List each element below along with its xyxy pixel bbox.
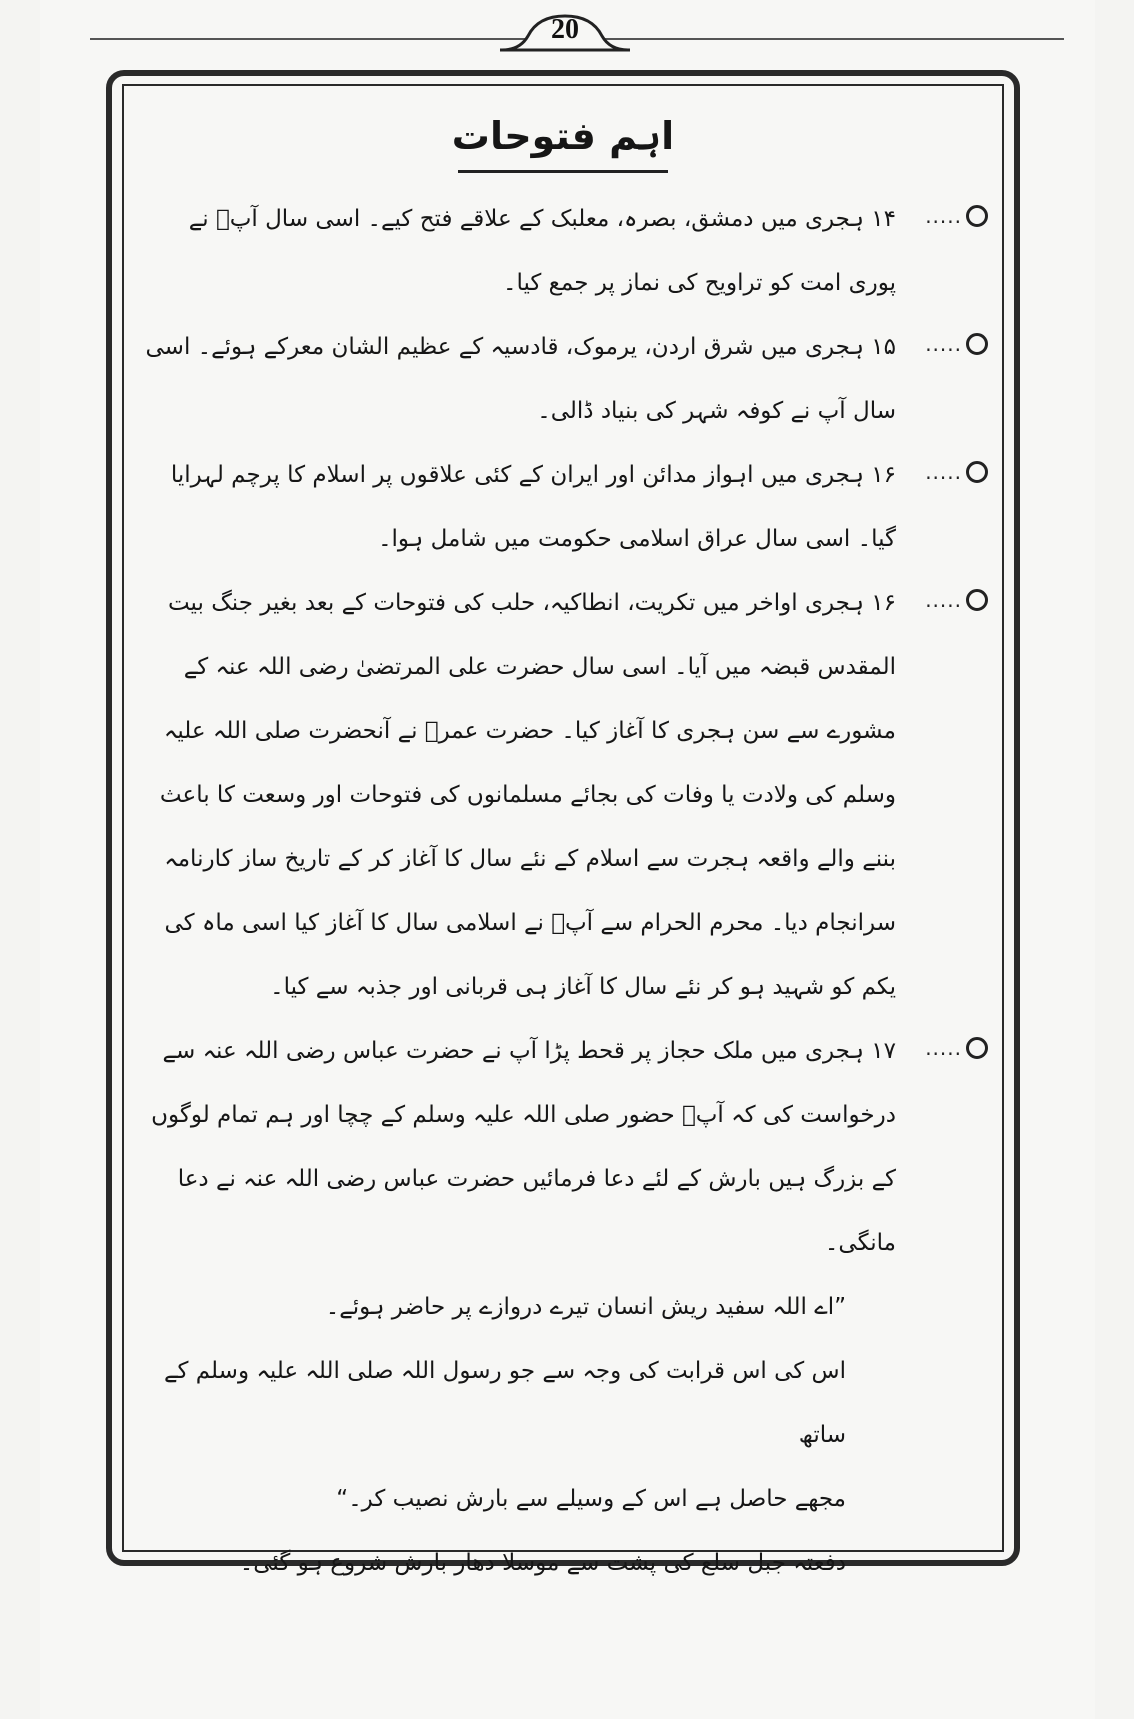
- list-item-text: ۱۵ ہجری میں شرق اردن، یرموک، قادسیہ کے عظیم الشان معرکے ہوئے۔ اسی سال آپ نے کوفہ شہر کی بنیاد ڈالی۔: [145, 334, 896, 424]
- page-number: 20: [551, 14, 579, 45]
- circle-bullet-icon: [966, 461, 988, 483]
- circle-bullet-icon: [966, 1037, 988, 1059]
- quote-line: ”اے اللہ سفید ریش انسان تیرے دروازے پر حاضر ہوئے۔: [325, 1294, 846, 1320]
- bullet-marker: [925, 589, 988, 611]
- bullet-marker: [925, 205, 988, 227]
- bullet-marker: [925, 333, 988, 355]
- bullet-marker: [925, 461, 988, 483]
- list-item-text: ۱۷ ہجری میں ملک حجاز پر قحط پڑا آپ نے حضرت عباس رضی اللہ عنہ سے درخواست کی کہ آپؓ حضور صلی اللہ علیہ وسلم کے چچا اور ہم تمام لوگوں کے بزرگ ہیں بارش کے لئے دعا فرمائیں حضرت عباس رضی اللہ عنہ نے دعا مانگی۔: [151, 1038, 896, 1256]
- title-underline: [458, 170, 668, 173]
- list-item-text: ۱۶ ہجری اواخر میں تکریت، انطاکیہ، حلب کی فتوحات کے بعد بغیر جنگ بیت المقدس قبضہ میں آیا۔ اسی سال حضرت علی المرتضیٰ رضی اللہ عنہ کے مشورے سے سن ہجری کا آغاز کیا۔ حضرت عمرؓ نے آنحضرت صلی اللہ علیہ وسلم کی ولادت یا وفات کی بجائے مسلمانوں کی فتوحات اور وسعت کا باعث بننے والے واقعہ ہجرت سے اسلام کے نئے سال کا آغاز کر کے تاریخ ساز کارنامہ سرانجام دیا۔ محرم الحرام سے آپؓ نے اسلامی سال کا آغاز کیا اسی ماہ کی یکم کو شہید ہو کر نئے سال کا آغاز ہی قربانی اور جذبہ سے کیا۔: [159, 590, 896, 1000]
- bullet-dots: .....: [925, 332, 962, 356]
- bullet-dots: .....: [925, 460, 962, 484]
- list-item-text: ۱۴ ہجری میں دمشق، بصرہ، معلبک کے علاقے فتح کیے۔ اسی سال آپؓ نے پوری امت کو تراویح کی نماز پر جمع کیا۔: [188, 206, 896, 296]
- list-item: [130, 571, 996, 1019]
- bullet-dots: .....: [925, 588, 962, 612]
- page-title: اہم فتوحات: [451, 114, 675, 158]
- list-item: [130, 1019, 996, 1275]
- page-content: [130, 96, 996, 1595]
- list-item: [130, 315, 996, 443]
- list-item: [130, 187, 996, 315]
- circle-bullet-icon: [966, 333, 988, 355]
- circle-bullet-icon: [966, 205, 988, 227]
- prayer-quote: [130, 1275, 996, 1595]
- list-item: [130, 443, 996, 571]
- bullet-marker: [925, 1037, 988, 1059]
- bullet-dots: .....: [925, 204, 962, 228]
- quote-line: مجھے حاصل ہے اس کے وسیلے سے بارش نصیب کر۔“: [336, 1486, 846, 1512]
- quote-line: دفعتہ جبل سلع کی پشت سے موسلا دھار بارش شروع ہو گئی۔: [239, 1550, 846, 1576]
- page-number-tab: [500, 12, 630, 46]
- quote-line: اس کی اس قرابت کی وجہ سے جو رسول اللہ صلی اللہ علیہ وسلم کے ساتھ: [164, 1358, 846, 1448]
- circle-bullet-icon: [966, 589, 988, 611]
- bullet-dots: .....: [925, 1036, 962, 1060]
- list-item-text: ۱۶ ہجری میں اہواز مدائن اور ایران کے کئی علاقوں پر اسلام کا پرچم لہرایا گیا۔ اسی سال عراق اسلامی حکومت میں شامل ہوا۔: [170, 462, 896, 552]
